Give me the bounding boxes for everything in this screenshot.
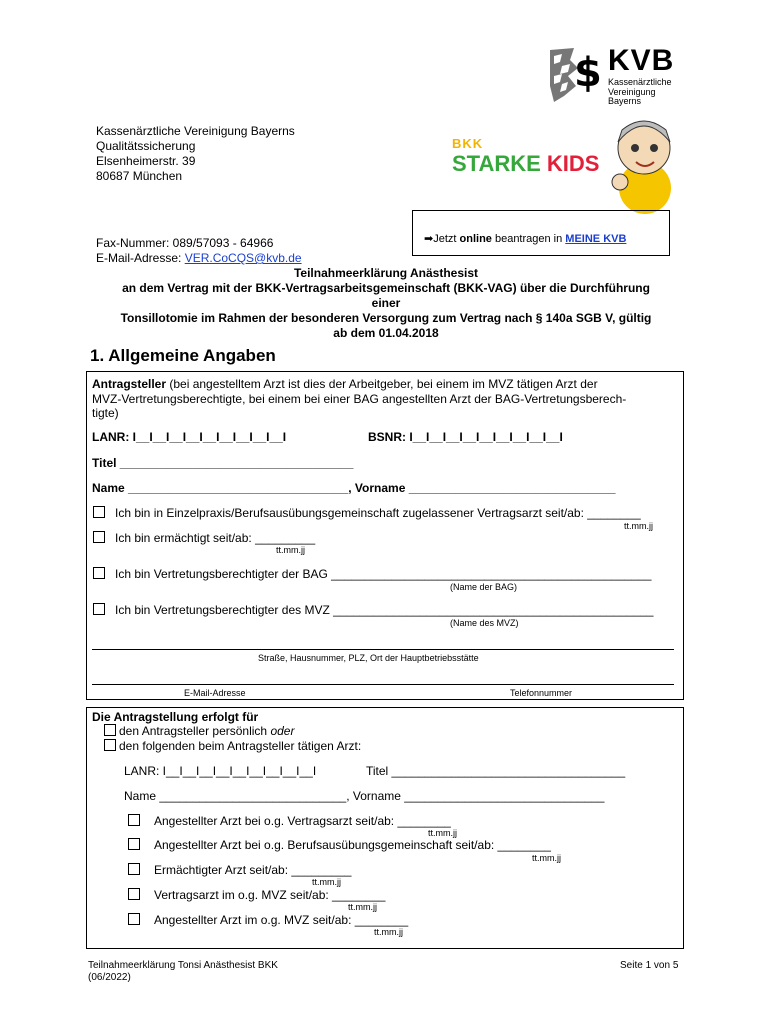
meine-kvb-link[interactable]: MEINE KVB	[565, 233, 627, 245]
checkbox[interactable]	[104, 739, 116, 751]
date-hint: tt.mm.jj	[312, 877, 341, 887]
date-hint: tt.mm.jj	[276, 545, 305, 555]
contact-info: Fax-Nummer: 089/57093 - 64966 E-Mail-Adresse: VER.CoCQS@kvb.de	[96, 236, 302, 265]
lanr-field[interactable]: LANR: I__I__I__I__I__I__I__I__I__I	[92, 430, 287, 444]
checkbox[interactable]	[93, 506, 105, 518]
online-callout: ➡Jetzt online beantragen in MEINE KVB	[424, 233, 627, 245]
bag-hint: (Name der BAG)	[450, 582, 518, 592]
email-hint: E-Mail-Adresse	[184, 688, 246, 698]
checkbox[interactable]	[128, 888, 140, 900]
option-vertragsarzt: Ich bin in Einzelpraxis/Berufsausübungsgemeinschaft zugelassener Vertragsarzt seit/ab: ________	[93, 506, 641, 520]
fax-number: Fax-Nummer: 089/57093 - 64966	[96, 236, 274, 250]
phone-hint: Telefonnummer	[510, 688, 573, 698]
starke-label: STARKE	[452, 151, 541, 176]
bavaria-shield-icon	[548, 46, 602, 104]
document-title: Teilnahmeerklärung Anästhesist an dem Vertrag mit der BKK-Vertragsarbeitsgemeinschaft (BKK-VAG) über die Durchführung einer Tonsillotomie im Rahmen der besonderen Versorgung zum Vertrag nach § 140a SGB V, gültig ab dem 01.04.2018	[120, 266, 652, 340]
option-mvz: Ich bin Vertretungsberechtigter des MVZ ________________________________________________	[93, 603, 653, 617]
option-angestellt-vertragsarzt: Angestellter Arzt bei o.g. Vertragsarzt seit/ab: ________	[128, 814, 451, 828]
contact-line[interactable]	[92, 684, 674, 685]
date-hint: tt.mm.jj	[374, 927, 403, 937]
mascot-icon	[600, 108, 690, 216]
checkbox[interactable]	[93, 603, 105, 615]
option-ermaechtigter-arzt: Ermächtigter Arzt seit/ab: _________	[128, 863, 351, 877]
applicant-intro: Antragsteller (bei angestelltem Arzt ist dies der Arbeitgeber, bei einem im MVZ tätigen Arzt der MVZ-Vertretungsberechtigte, bei einem bei einer BAG angestellten Arzt der BAG-Vertretungsberech- tigte)	[92, 377, 627, 420]
checkbox[interactable]	[128, 913, 140, 925]
checkbox[interactable]	[128, 838, 140, 850]
date-hint: tt.mm.jj	[428, 828, 457, 838]
date-hint: tt.mm.jj	[348, 902, 377, 912]
footer-doc-info: Teilnahmeerklärung Tonsi Anästhesist BKK (06/2022)	[88, 960, 278, 983]
checkbox[interactable]	[93, 531, 105, 543]
option-angestellt-mvz: Angestellter Arzt im o.g. MVZ seit/ab: ________	[128, 913, 408, 927]
kvb-logo	[548, 44, 688, 110]
svg-text:$: $	[574, 50, 602, 96]
address-line[interactable]	[92, 649, 674, 650]
checkbox[interactable]	[104, 724, 116, 736]
bkk-label: BKK	[452, 136, 484, 151]
checkbox[interactable]	[93, 567, 105, 579]
option-ermaechtigt: Ich bin ermächtigt seit/ab: _________	[93, 531, 315, 545]
checkbox[interactable]	[128, 814, 140, 826]
mvz-hint: (Name des MVZ)	[450, 618, 519, 628]
titel-field-2[interactable]: Titel ___________________________________	[366, 764, 626, 778]
section-heading-2: Die Antragstellung erfolgt für	[92, 710, 259, 724]
option-other-doctor: den folgenden beim Antragsteller tätigen Arzt:	[104, 739, 361, 753]
titel-field[interactable]: Titel ___________________________________	[92, 456, 354, 470]
recipient-address: Kassenärztliche Vereinigung Bayerns Qualitätssicherung Elsenheimerstr. 39 80687 München	[96, 124, 295, 183]
option-self: den Antragsteller persönlich oder	[104, 724, 294, 738]
option-angestellt-bag: Angestellter Arzt bei o.g. Berufsausübungsgemeinschaft seit/ab: ________	[128, 838, 551, 852]
date-hint: tt.mm.jj	[624, 521, 653, 531]
address-hint: Straße, Hausnummer, PLZ, Ort der Hauptbetriebsstätte	[258, 653, 479, 663]
section-heading-1: 1. Allgemeine Angaben	[90, 346, 276, 365]
lanr-field-2[interactable]: LANR: I__I__I__I__I__I__I__I__I__I	[124, 764, 317, 778]
email-link[interactable]: VER.CoCQS@kvb.de	[184, 251, 302, 265]
page-number: Seite 1 von 5	[620, 960, 679, 971]
bsnr-field[interactable]: BSNR: I__I__I__I__I__I__I__I__I__I	[368, 430, 563, 444]
arrow-right-icon: ➡	[424, 233, 434, 245]
date-hint: tt.mm.jj	[532, 853, 561, 863]
logo-brand: KVB	[608, 44, 675, 77]
bkk-starke-kids-logo	[452, 136, 599, 177]
kids-label: KIDS	[546, 151, 600, 176]
name-field-2[interactable]: Name ____________________________, Vorname ______________________________	[124, 789, 605, 803]
option-bag: Ich bin Vertretungsberechtigter der BAG ________________________________________________	[93, 567, 651, 581]
logo-subtitle: Kassenärztliche Vereinigung Bayerns	[608, 77, 672, 106]
name-field[interactable]: Name _________________________________, Vorname _______________________________	[92, 481, 616, 495]
option-vertragsarzt-mvz: Vertragsarzt im o.g. MVZ seit/ab: ________	[128, 888, 385, 902]
checkbox[interactable]	[128, 863, 140, 875]
